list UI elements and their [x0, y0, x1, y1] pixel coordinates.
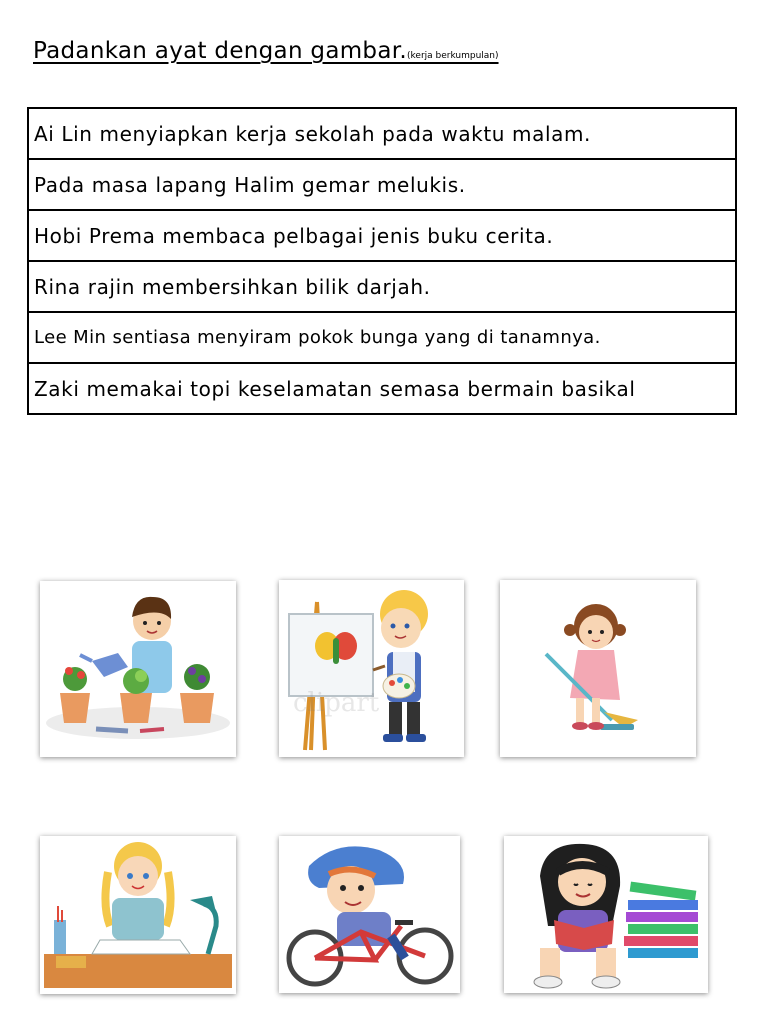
boy-cycling-with-helmet-icon [279, 836, 460, 993]
sentence-row [28, 363, 736, 414]
sentence-row [28, 261, 736, 312]
watermark-text: clipart [293, 688, 380, 718]
girl-writing-at-desk-icon [40, 836, 236, 994]
picture-card-3 [500, 580, 696, 757]
sentence-table [27, 107, 737, 415]
sentence-row [28, 210, 736, 261]
girl-sweeping-icon [500, 580, 696, 757]
worksheet-title [33, 38, 499, 64]
sentence-3: Hobi Prema membaca pelbagai jenis buku cerita. [28, 210, 736, 261]
sentence-row [28, 159, 736, 210]
sentence-row [28, 108, 736, 159]
girl-reading-books-icon [504, 836, 708, 993]
picture-card-5 [279, 836, 460, 993]
sentence-4: Rina rajin membersihkan bilik darjah. [28, 261, 736, 312]
boy-watering-plants-icon [40, 581, 236, 757]
sentence-2: Pada masa lapang Halim gemar melukis. [28, 159, 736, 210]
sentence-6: Zaki memakai topi keselamatan semasa bermain basikal [28, 363, 736, 414]
picture-card-6 [504, 836, 708, 993]
boy-painting-icon [279, 580, 464, 757]
title-note: (kerja berkumpulan) [407, 51, 499, 61]
sentence-5: Lee Min sentiasa menyiram pokok bunga yang di tanamnya. [28, 312, 736, 363]
picture-card-1 [40, 581, 236, 757]
sentence-row [28, 312, 736, 363]
picture-card-2 [279, 580, 464, 757]
title-main: Padankan ayat dengan gambar. [33, 38, 407, 64]
sentence-1: Ai Lin menyiapkan kerja sekolah pada waktu malam. [28, 108, 736, 159]
picture-card-4 [40, 836, 236, 994]
